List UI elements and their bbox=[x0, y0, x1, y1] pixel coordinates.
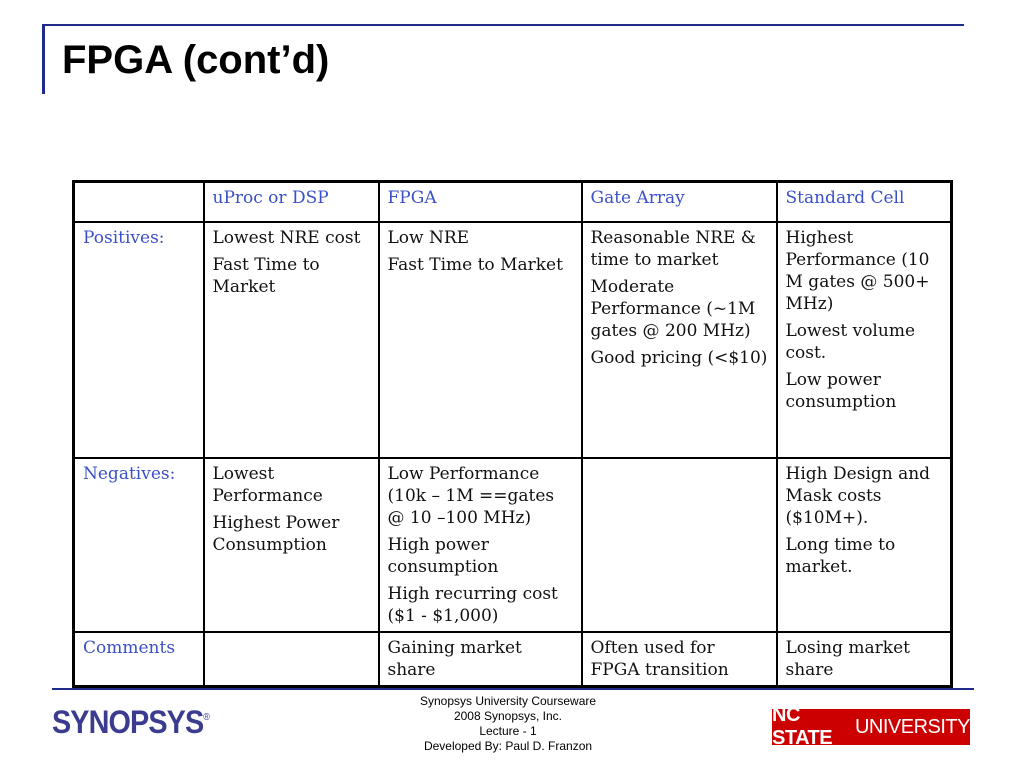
header-uproc: uProc or DSP bbox=[204, 182, 379, 223]
cell-line: Fast Time to Market bbox=[387, 255, 563, 275]
header-corner bbox=[74, 182, 204, 223]
cell-line: Gaining market share bbox=[387, 638, 522, 680]
row-label-positives: Positives: bbox=[74, 222, 204, 458]
cell-line: Lowest Performance bbox=[212, 464, 323, 506]
row-label-comments: Comments bbox=[74, 632, 204, 687]
cell-line: Highest Power Consumption bbox=[212, 513, 340, 555]
cell-line: Highest Performance (10 M gates @ 500+ MHz) bbox=[785, 228, 930, 314]
header-row bbox=[74, 182, 952, 223]
cell-line: Lowest NRE cost bbox=[212, 228, 361, 248]
cell-line: Losing market share bbox=[785, 638, 910, 680]
synopsys-logo-text: SYNOPSYS bbox=[52, 704, 204, 740]
table-row-positives bbox=[74, 222, 952, 458]
cell-line: Long time to market. bbox=[785, 535, 896, 577]
footer-rule bbox=[52, 688, 974, 690]
cell-positives-standard-cell bbox=[777, 222, 952, 458]
cell-negatives-fpga bbox=[379, 458, 582, 632]
side-rule bbox=[42, 24, 45, 94]
footer-line: 2008 Synopsys, Inc. bbox=[453, 709, 563, 723]
cell-line: Reasonable NRE & time to market bbox=[590, 228, 756, 270]
cell-comments-fpga bbox=[379, 632, 582, 687]
header-fpga: FPGA bbox=[379, 182, 582, 223]
cell-comments-standard-cell bbox=[777, 632, 952, 687]
cell-line: Moderate Performance (~1M gates @ 200 MHz) bbox=[590, 277, 756, 341]
synopsys-logo bbox=[52, 704, 210, 741]
header-standard-cell: Standard Cell bbox=[777, 182, 952, 223]
cell-positives-uproc bbox=[204, 222, 379, 458]
comparison-table bbox=[72, 180, 953, 688]
cell-line: Lowest volume cost. bbox=[785, 321, 916, 363]
cell-line: Fast Time to Market bbox=[212, 255, 320, 297]
cell-negatives-standard-cell bbox=[777, 458, 952, 632]
cell-line: Good pricing (<$10) bbox=[590, 348, 768, 368]
header-gate-array: Gate Array bbox=[582, 182, 777, 223]
ncstate-logo-text: UNIVERSITY bbox=[854, 715, 970, 738]
footer-line: Synopsys University Courseware bbox=[419, 694, 597, 708]
cell-line: High power consumption bbox=[387, 535, 499, 577]
cell-comments-uproc bbox=[204, 632, 379, 687]
cell-negatives-uproc bbox=[204, 458, 379, 632]
cell-negatives-gate-array bbox=[582, 458, 777, 632]
registered-mark: ® bbox=[203, 712, 210, 723]
ncstate-logo-bold: NC STATE bbox=[772, 704, 833, 749]
slide-title: FPGA (cont’d) bbox=[62, 38, 330, 82]
row-label-negatives: Negatives: bbox=[74, 458, 204, 632]
cell-comments-gate-array bbox=[582, 632, 777, 687]
table-row-negatives bbox=[74, 458, 952, 632]
cell-positives-gate-array bbox=[582, 222, 777, 458]
table-row-comments bbox=[74, 632, 952, 687]
cell-positives-fpga bbox=[379, 222, 582, 458]
cell-line: Often used for FPGA transition bbox=[590, 638, 729, 680]
top-rule bbox=[42, 24, 964, 26]
ncstate-logo bbox=[772, 704, 970, 749]
footer-line: Lecture - 1 bbox=[479, 724, 537, 738]
cell-line: High Design and Mask costs ($10M+). bbox=[785, 464, 931, 528]
cell-line: High recurring cost ($1 - $1,000) bbox=[387, 584, 558, 626]
cell-line: Low power consumption bbox=[785, 370, 897, 412]
cell-line: Low Performance (10k – 1M ==gates @ 10 –100 MHz) bbox=[387, 464, 555, 528]
footer-credits bbox=[408, 694, 608, 754]
footer-line: Developed By: Paul D. Franzon bbox=[423, 739, 593, 753]
cell-line: Low NRE bbox=[387, 228, 470, 248]
